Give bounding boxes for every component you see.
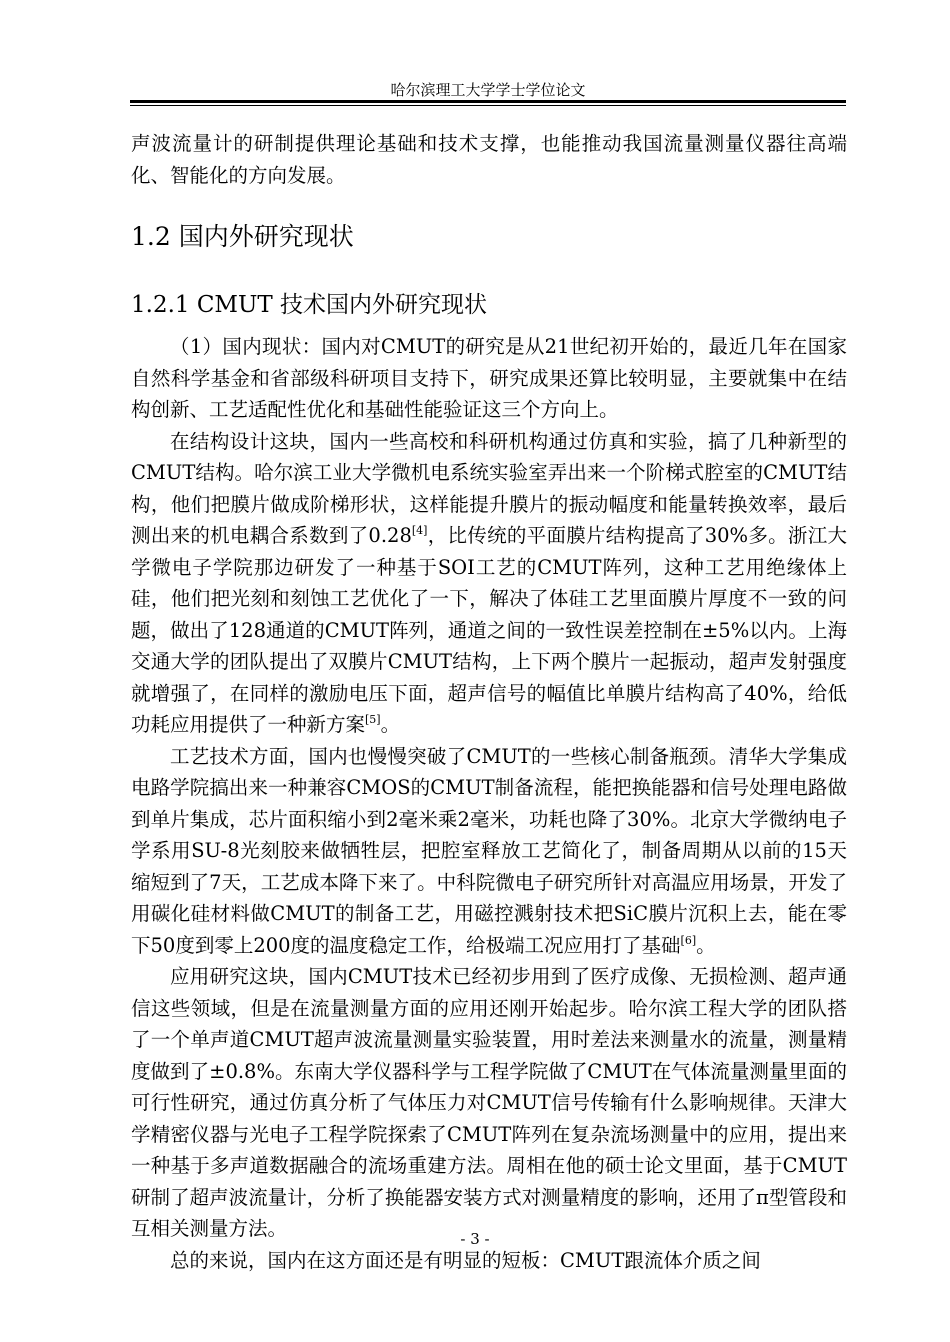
paragraph-process-technology xyxy=(131,741,847,962)
paragraph-text: 。 xyxy=(380,713,401,736)
header-rule-thin xyxy=(130,105,846,106)
paragraph-text: 。 xyxy=(696,933,716,957)
paragraph-structure-design xyxy=(131,426,847,741)
page-body xyxy=(131,128,847,1276)
paragraph-text: ，比传统的平面膜片结构提高了30%多。浙江大学微电子学院那边研发了一种基于SOI工艺的CMUT阵列，这种工艺用绝缘体上硅，他们把光刻和刻蚀工艺优化了一下，解决了体硅工艺里面膜片厚度不一致的问题，做出了128通道的CMUT阵列，通道之间的一致性误差控制在±5%以内。上海交通大学的团队提出了双膜片CMUT结构，上下两个膜片一起振动，超声发射强度就增强了，在同样的激励电压下面，超声信号的幅值比单膜片结构高了40%，给低功耗应用提供了一种新方案 xyxy=(131,524,848,736)
page-number: - 3 - xyxy=(460,1230,490,1248)
citation-ref: [4] xyxy=(411,524,428,537)
citation-ref: [5] xyxy=(365,713,381,726)
paragraph-text: 工艺技术方面，国内也慢慢突破了CMUT的一些核心制备瓶颈。清华大学集成电路学院搞出来一种兼容CMOS的CMUT制备流程，能把换能器和信号处理电路做到单片集成，芯片面积缩小到2毫米乘2毫米，功耗也降了30%。北京大学微纳电子学系用SU-8光刻胶来做牺牲层，把腔室释放工艺简化了，制备周期从以前的15天缩短到了7天，工艺成本降下来了。中科院微电子研究所针对高温应用场景，开发了用碳化硅材料做CMUT的制备工艺，用磁控溅射技术把SiC膜片沉积上去，能在零下50度到零上200度的温度稳定工作，给极端工况应用打了基础 xyxy=(131,744,847,957)
paragraph-application-research: 应用研究这块，国内CMUT技术已经初步用到了医疗成像、无损检测、超声通信这些领域，但是在流量测量方面的应用还刚开始起步。哈尔滨工程大学的团队搭了一个单声道CMUT超声波流量测量实验装置，用时差法来测量水的流量，测量精度做到了±0.8%。东南大学仪器科学与工程学院做了CMUT在气体流量测量里面的可行性研究，通过仿真分析了气体压力对CMUT信号传输有什么影响规律。天津大学精密仪器与光电子工程学院探索了CMUT阵列在复杂流场测量中的应用，提出来一种基于多声道数据融合的流场重建方法。周相在他的硕士论文里面，基于CMUT研制了超声波流量计，分析了换能器安装方式对测量精度的影响，还用了π型管段和互相关测量方法。 xyxy=(131,965,847,1240)
running-header: 哈尔滨理工大学学士学位论文 xyxy=(390,81,586,99)
header-rule-thick xyxy=(130,100,846,103)
paragraph-text: 在结构设计这块，国内一些高校和科研机构通过仿真和实验，搞了几种新型的CMUT结构。哈尔滨工业大学微机电系统实验室弄出来一个阶梯式腔室的CMUT结构，他们把膜片做成阶梯形状，这样能提升膜片的振动幅度和能量转换效率，最后测出来的机电耦合系数到了0.28 xyxy=(131,429,847,547)
section-heading: 1.2 国内外研究现状 xyxy=(131,222,354,251)
continuation-paragraph: 声波流量计的研制提供理论基础和技术支撑，也能推动我国流量测量仪器往高端化、智能化的方向发展。 xyxy=(131,132,847,187)
citation-ref: [6] xyxy=(680,933,697,947)
paragraph-summary: 总的来说，国内在这方面还是有明显的短板：CMUT跟流体介质之间 xyxy=(170,1248,761,1272)
subsection-heading: 1.2.1 CMUT 技术国内外研究现状 xyxy=(131,292,488,318)
paragraph-domestic-status: （1）国内现状：国内对CMUT的研究是从21世纪初开始的，最近几年在国家自然科学基金和省部级科研项目支持下，研究成果还算比较明显，主要就集中在结构创新、工艺适配性优化和基础性能验证这三个方向上。 xyxy=(131,335,847,421)
